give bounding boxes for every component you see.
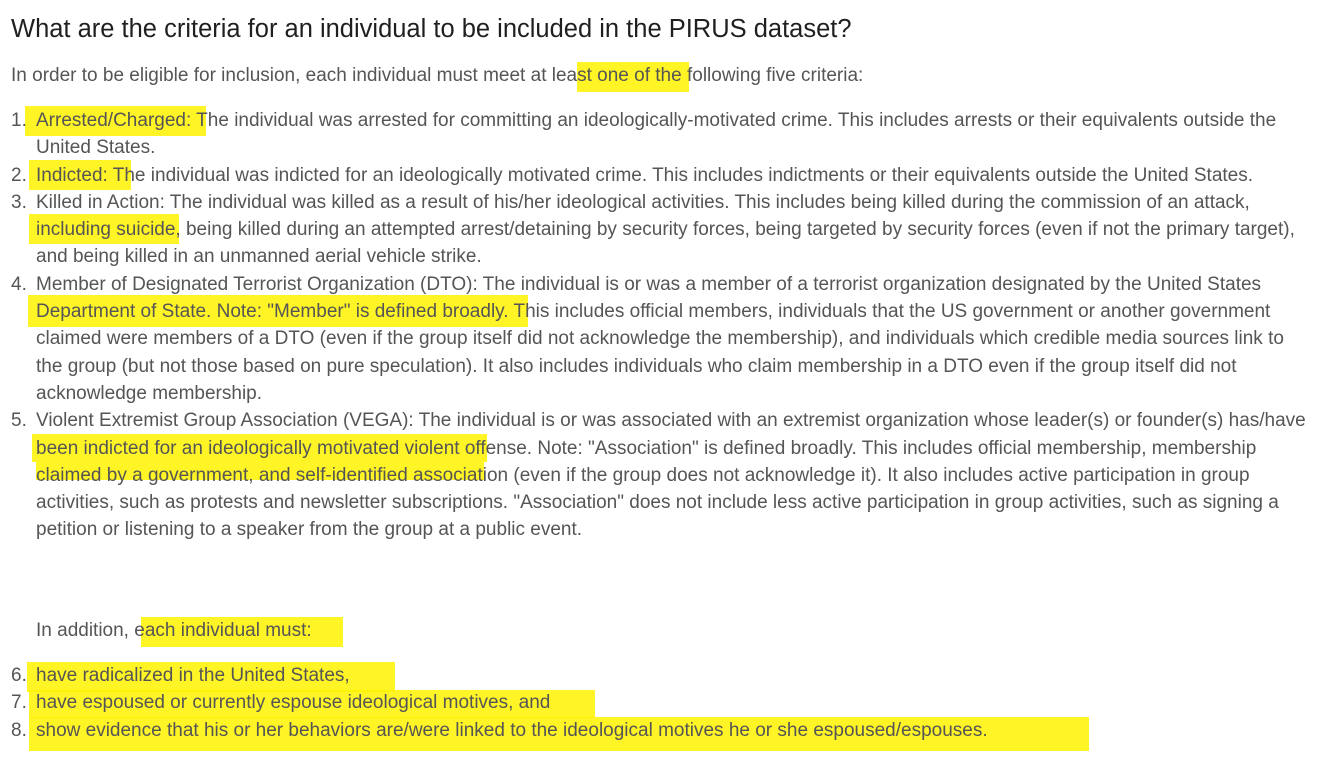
item-number: 8.: [11, 719, 27, 741]
intro-text-end: of the following five criteria:: [628, 65, 864, 86]
item-number: 6.: [11, 665, 27, 686]
list-item: [11, 107, 1311, 162]
criteria-term: Member of Designated Terrorist Organization (DTO):: [36, 273, 478, 295]
criteria-term: Killed in Action:: [36, 191, 165, 213]
addition-text: In addition,: [36, 620, 135, 641]
intro-text: In order to be eligible for inclusion, each individual must meet: [11, 65, 531, 86]
list-item: [11, 407, 1311, 543]
item-number: 4.: [11, 273, 27, 295]
criteria-term: Indicted:: [36, 164, 108, 186]
list-item: [11, 717, 1311, 744]
item-number: 2.: [11, 164, 27, 186]
criteria-description: The individual is or was a member of a terrorist organization designated by the United States Department of State. Note: "Member" is defined broadly. This includes official members, individuals that the US government or another government claimed were members of a DTO (even if the group itself did not acknowledge the membership), and individuals which credible media sources link to the group (but not those based on pure speculation). It also includes individuals who claim membership in a DTO even if the group itself did not acknowledge membership.: [36, 273, 1284, 404]
list-item: [11, 189, 1311, 271]
criteria-description: The individual is or was associated with an extremist organization whose leader(s) or founder(s) has/have been indicted for an ideologically motivated violent offense. Note: "Association" is defined broadly. This includes official membership, membership claimed by a government, and self-identified association (even if the group does not acknowledge it). It also includes active participation in group activities, such as protests and newsletter subscriptions. "Association" does not include less active participation in group activities, such as signing a petition or listening to a speaker from the group at a public event.: [36, 410, 1306, 541]
requirements-list: [11, 662, 1311, 744]
list-item: [11, 662, 1311, 689]
requirement-text: have radicalized in the United States,: [36, 665, 350, 686]
requirement-text: show evidence that his or her behaviors are/were linked to the ideological motives he or she espoused/espouses.: [36, 719, 988, 741]
criteria-description: The individual was killed as a result of his/her ideological activities. This includes being killed during the commission of an attack, including suicide, being killed during an attempted arrest/detaining by security forces, being targeted by security forces (even if not the primary target), and being killed in an unmanned aerial vehicle strike.: [36, 191, 1295, 268]
page-title: What are the criteria for an individual to be included in the PIRUS dataset?: [11, 15, 852, 43]
intro-highlight: at least one: [530, 65, 629, 86]
item-number: 5.: [11, 410, 27, 432]
intro-paragraph: [11, 65, 863, 87]
list-item: [11, 689, 1311, 716]
requirement-text: have espoused or currently espouse ideological motives, and: [36, 692, 551, 714]
criteria-list: [11, 107, 1311, 544]
addition-paragraph: [36, 620, 312, 642]
list-item: [11, 271, 1311, 407]
item-number: 1.: [11, 110, 27, 131]
criteria-term: Violent Extremist Group Association (VEGA):: [36, 410, 414, 432]
item-number: 7.: [11, 692, 27, 714]
criteria-term: Arrested/Charged:: [36, 110, 192, 131]
criteria-description: The individual was arrested for committing an ideologically-motivated crime. This includes arrests or their equivalents outside the United States.: [36, 110, 1277, 159]
addition-highlight: each individual must:: [134, 620, 312, 641]
criteria-description: The individual was indicted for an ideologically motivated crime. This includes indictments or their equivalents outside the United States.: [107, 164, 1254, 186]
list-item: [11, 162, 1311, 189]
item-number: 3.: [11, 191, 27, 213]
